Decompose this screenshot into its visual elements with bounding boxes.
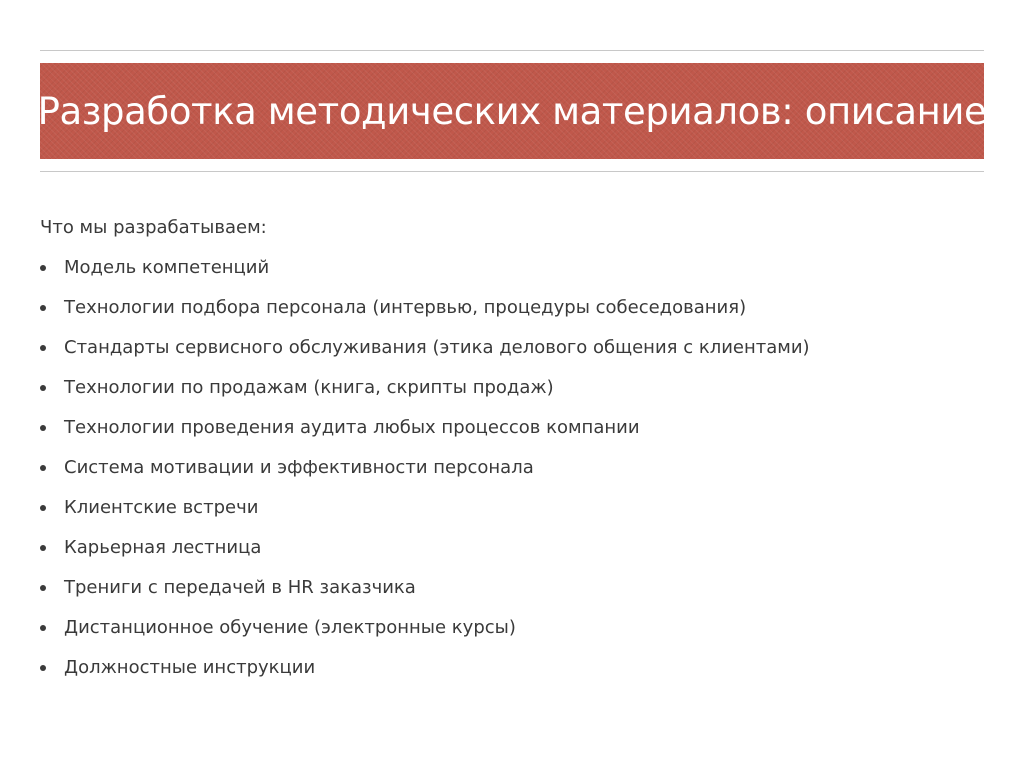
list-item	[40, 332, 984, 372]
list-item-text: Трениги с передачей в HR заказчика	[64, 577, 416, 598]
bullet-icon	[40, 585, 46, 591]
list-item	[40, 252, 984, 292]
slide-content	[40, 212, 984, 692]
bullet-icon	[40, 465, 46, 471]
bullet-icon	[40, 545, 46, 551]
list-item	[40, 612, 984, 652]
bottom-divider	[40, 171, 984, 172]
bullet-icon	[40, 305, 46, 311]
list-item-text: Технологии по продажам (книга, скрипты продаж)	[64, 377, 554, 398]
list-item	[40, 292, 984, 332]
list-item-text: Карьерная лестница	[64, 537, 262, 558]
bullet-icon	[40, 665, 46, 671]
list-item-text: Клиентские встречи	[64, 497, 259, 518]
list-item	[40, 532, 984, 572]
bullet-icon	[40, 265, 46, 271]
bullet-icon	[40, 425, 46, 431]
bullet-icon	[40, 385, 46, 391]
list-item-text: Технологии подбора персонала (интервью, процедуры собеседования)	[64, 297, 747, 318]
list-item-text: Система мотивации и эффективности персонала	[64, 457, 534, 478]
intro-text: Что мы разрабатываем:	[40, 217, 267, 238]
top-divider	[40, 50, 984, 51]
list-item-text: Дистанционное обучение (электронные курсы)	[64, 617, 516, 638]
list-item-text: Модель компетенций	[64, 257, 270, 278]
bullet-icon	[40, 505, 46, 511]
list-item	[40, 372, 984, 412]
list-item	[40, 572, 984, 612]
list-item	[40, 452, 984, 492]
list-item	[40, 652, 984, 692]
slide-title: Разработка методических материалов: описание	[37, 89, 987, 133]
bullet-icon	[40, 345, 46, 351]
list-item-text: Должностные инструкции	[64, 657, 316, 678]
list-item-text: Стандарты сервисного обслуживания (этика делового общения с клиентами)	[64, 337, 810, 358]
title-banner	[37, 63, 987, 159]
list-item	[40, 412, 984, 452]
bullet-icon	[40, 625, 46, 631]
list-item-text: Технологии проведения аудита любых процессов компании	[64, 417, 640, 438]
list-item	[40, 492, 984, 532]
bullet-list	[40, 252, 984, 692]
